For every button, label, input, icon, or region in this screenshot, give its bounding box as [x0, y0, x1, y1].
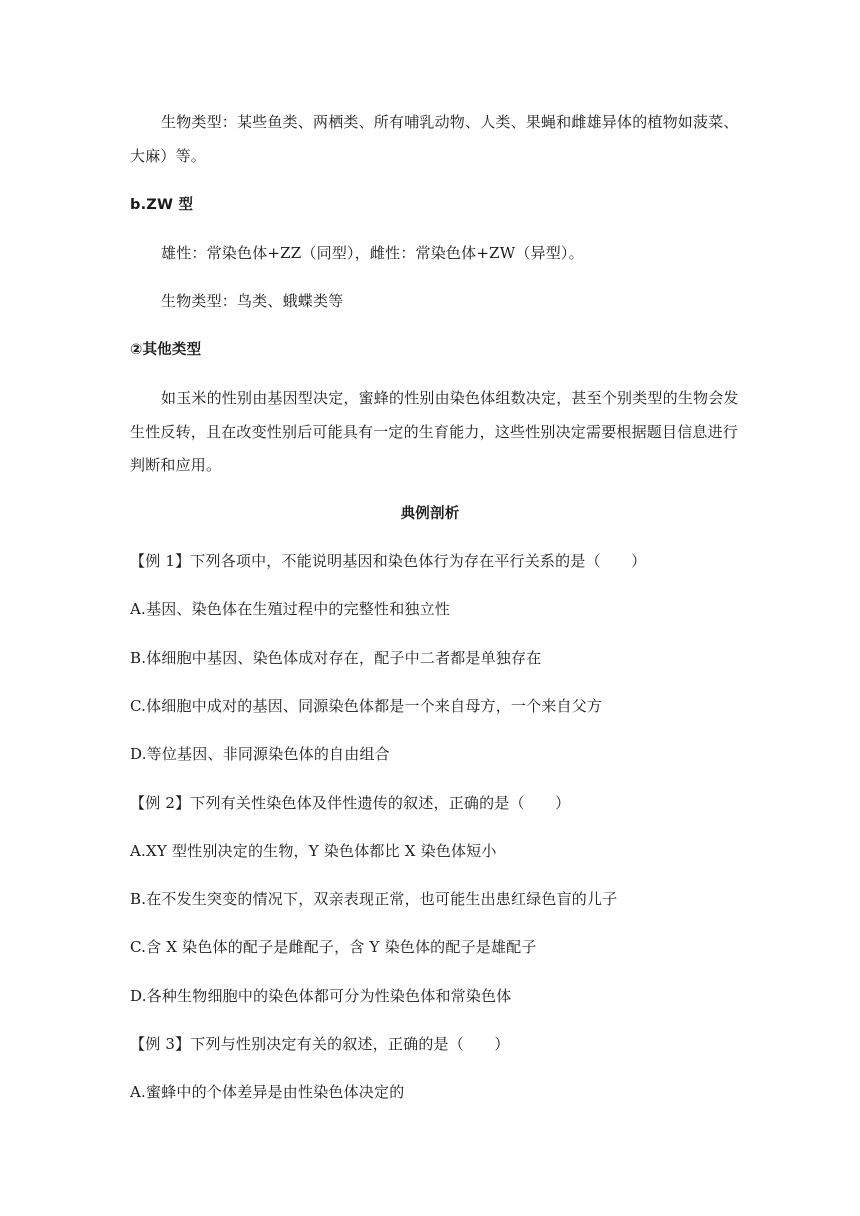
zw-type-heading: b.ZW 型	[130, 197, 194, 213]
example-1-option-c: C.体细胞中成对的基因、同源染色体都是一个来自母方，一个来自父方	[130, 697, 603, 715]
organisms-line-1: 生物类型：某些鱼类、两栖类、所有哺乳动物、人类、果蝇和雌雄异体的植物如菠菜、	[161, 113, 739, 131]
example-1-stem: 【例 1】下列各项中，不能说明基因和染色体行为存在平行关系的是（ ）	[130, 552, 647, 570]
example-1-option-d: D.等位基因、非同源染色体的自由组合	[130, 745, 390, 763]
example-3-stem: 【例 3】下列与性别决定有关的叙述，正确的是（ ）	[130, 1035, 510, 1053]
example-2-stem: 【例 2】下列有关性染色体及伴性遗传的叙述，正确的是（ ）	[130, 794, 571, 812]
example-2-option-a: A.XY 型性别决定的生物，Y 染色体都比 X 染色体短小	[130, 842, 497, 860]
example-1-option-a: A.基因、染色体在生殖过程中的完整性和独立性	[130, 600, 451, 618]
examples-section-title: 典例剖析	[400, 506, 460, 522]
zw-organisms-line: 生物类型：鸟类、蛾蝶类等	[161, 292, 344, 310]
example-1-option-b: B.体细胞中基因、染色体成对存在，配子中二者都是单独存在	[130, 649, 542, 667]
example-3-option-a: A.蜜蜂中的个体差异是由性染色体决定的	[130, 1083, 405, 1101]
other-types-para-line-1: 如玉米的性别由基因型决定，蜜蜂的性别由染色体组数决定，甚至个别类型的生物会发	[161, 389, 739, 407]
other-types-para-line-2: 生性反转，且在改变性别后可能具有一定的生育能力，这些性别决定需要根据题目信息进行	[130, 423, 739, 441]
other-types-para-line-3: 判断和应用。	[130, 456, 222, 474]
zw-sex-line: 雄性：常染色体+ZZ（同型），雌性：常染色体+ZW（异型）。	[161, 244, 584, 262]
example-2-option-d: D.各种生物细胞中的染色体都可分为性染色体和常染色体	[130, 987, 512, 1005]
organisms-line-2: 大麻）等。	[130, 147, 207, 165]
example-2-option-c: C.含 X 染色体的配子是雌配子，含 Y 染色体的配子是雄配子	[130, 938, 537, 956]
other-types-heading: ②其他类型	[130, 342, 202, 358]
example-2-option-b: B.在不发生突变的情况下，双亲表现正常，也可能生出患红绿色盲的儿子	[130, 890, 618, 908]
